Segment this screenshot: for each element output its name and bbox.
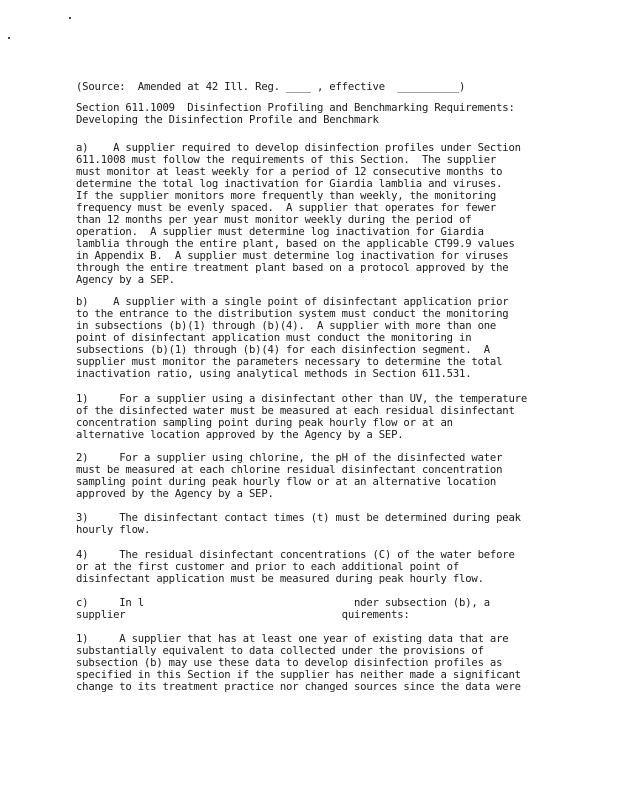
subsection-b4-line: or at the first customer and prior to each additional point of (76, 561, 460, 573)
subsection-b3-line: hourly flow. (76, 524, 151, 536)
subsection-b4-line: 4) The residual disinfectant concentrations (C) of the water before (76, 549, 515, 561)
subsection-c1-line: subsection (b) may use these data to develop disinfection profiles as (76, 657, 503, 669)
paragraph-b-line: inactivation ratio, using analytical methods in Section 611.531. (76, 368, 472, 380)
scan-speck (69, 17, 71, 19)
paragraph-a-line: Agency by a SEP. (76, 274, 175, 286)
paragraph-a-line: in Appendix B. A supplier must determine log inactivation for viruses (76, 250, 509, 262)
paragraph-b-line: supplier must monitor the parameters necessary to determine the total (76, 356, 503, 368)
paragraph-a-line: frequency must be evenly spaced. A supplier that operates for fewer (76, 202, 497, 214)
subsection-b2-line: must be measured at each chlorine residual disinfectant concentration (76, 464, 503, 476)
paragraph-a-line: determine the total log inactivation for Giardia lamblia and viruses. (76, 178, 503, 190)
section-heading-line: Developing the Disinfection Profile and Benchmark (76, 114, 379, 126)
paragraph-b-line: point of disinfectant application must conduct the monitoring in (76, 332, 472, 344)
paragraph-a-line: 611.1008 must follow the requirements of this Section. The supplier (76, 154, 497, 166)
paragraph-a-line: through the entire treatment plant based on a protocol approved by the (76, 262, 509, 274)
paragraph-a-line: a) A supplier required to develop disinfection profiles under Section (76, 142, 521, 154)
paragraph-c-line: c) In l nder subsection (b), a (76, 597, 490, 609)
paragraph-a-line: operation. A supplier must determine log inactivation for Giardia (76, 226, 484, 238)
subsection-b2-line: approved by the Agency by a SEP. (76, 488, 274, 500)
subsection-b1-line: concentration sampling point during peak hourly flow or at an (76, 417, 453, 429)
paragraph-a-line: must monitor at least weekly for a period of 12 consecutive months to (76, 166, 503, 178)
subsection-b1-line: 1) For a supplier using a disinfectant other than UV, the temperature (76, 393, 527, 405)
subsection-b2-line: 2) For a supplier using chlorine, the pH of the disinfected water (76, 452, 503, 464)
subsection-b2-line: sampling point during peak hourly flow or at an alternative location (76, 476, 497, 488)
subsection-c1-line: 1) A supplier that has at least one year of existing data that are (76, 633, 509, 645)
source-note: (Source: Amended at 42 Ill. Reg. ____ , effective __________) (76, 81, 466, 93)
paragraph-a-line: If the supplier monitors more frequently than weekly, the monitoring (76, 190, 497, 202)
section-heading-line: Section 611.1009 Disinfection Profiling and Benchmarking Requirements: (76, 102, 515, 114)
scan-speck (8, 37, 10, 39)
paragraph-b-line: subsections (b)(1) through (b)(4) for each disinfection segment. A (76, 344, 490, 356)
subsection-b4-line: disinfectant application must be measured during peak hourly flow. (76, 573, 484, 585)
subsection-c1-line: substantially equivalent to data collected under the provisions of (76, 645, 484, 657)
subsection-c1-line: specified in this Section if the supplier has neither made a significant (76, 669, 521, 681)
subsection-b1-line: of the disinfected water must be measured at each residual disinfectant (76, 405, 515, 417)
paragraph-c-line: supplier quirements: (76, 609, 410, 621)
paragraph-b-line: in subsections (b)(1) through (b)(4). A supplier with more than one (76, 320, 497, 332)
subsection-b1-line: alternative location approved by the Agency by a SEP. (76, 429, 404, 441)
paragraph-a-line: lamblia through the entire plant, based on the applicable CT99.9 values (76, 238, 515, 250)
paragraph-b-line: to the entrance to the distribution system must conduct the monitoring (76, 308, 509, 320)
subsection-b3-line: 3) The disinfectant contact times (t) must be determined during peak (76, 512, 521, 524)
paragraph-a-line: than 12 months per year must monitor weekly during the period of (76, 214, 472, 226)
paragraph-b-line: b) A supplier with a single point of disinfectant application prior (76, 296, 509, 308)
subsection-c1-line: change to its treatment practice nor changed sources since the data were (76, 681, 521, 693)
